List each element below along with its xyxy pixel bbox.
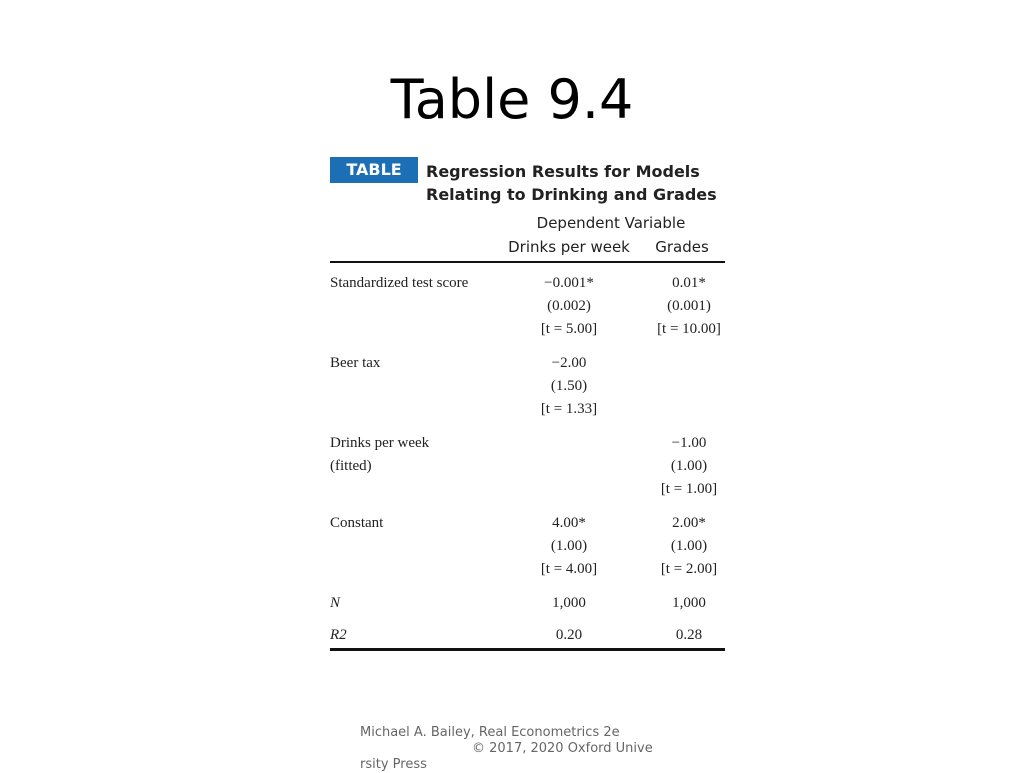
- table-caption: [426, 160, 726, 206]
- table-top-rule: [330, 261, 725, 263]
- footer-line-3: rsity Press: [360, 757, 427, 772]
- caption-line-1: Regression Results for Models: [426, 162, 700, 181]
- cell-drinks-t: [t = 1.33]: [540, 401, 598, 417]
- row-label-drinks-fitted-2: (fitted): [330, 458, 372, 474]
- cell-drinks-n: 1,000: [552, 595, 586, 611]
- cell-drinks-t: [t = 5.00]: [540, 321, 598, 337]
- row-label-n: N: [330, 595, 341, 611]
- cell-grades-n: 1,000: [672, 595, 706, 611]
- dependent-variable-label: Dependent Variable: [536, 214, 686, 232]
- caption-line-2: Relating to Drinking and Grades: [426, 185, 717, 204]
- cell-grades-se: (1.00): [670, 538, 708, 554]
- table-badge: TABLE 9.4: [330, 157, 418, 183]
- row-label-constant: Constant: [330, 515, 384, 531]
- row-label-drinks-fitted: Drinks per week: [330, 435, 430, 451]
- cell-grades-t: [t = 10.00]: [657, 321, 721, 337]
- cell-grades-coef: −1.00: [671, 435, 707, 451]
- cell-drinks-se: (0.002): [547, 298, 591, 314]
- row-label-beer-tax: Beer tax: [330, 355, 381, 371]
- cell-drinks-se: (1.00): [550, 538, 588, 554]
- cell-grades-se: (0.001): [667, 298, 711, 314]
- cell-drinks-coef: −0.001*: [544, 275, 594, 291]
- cell-grades-se: (1.00): [670, 458, 708, 474]
- column-header-grades: Grades: [655, 238, 709, 256]
- slide-footer: [360, 725, 680, 773]
- cell-grades-coef: 2.00*: [672, 515, 706, 531]
- table-bottom-rule: [330, 648, 725, 651]
- cell-grades-t: [t = 1.00]: [660, 481, 718, 497]
- column-header-drinks: Drinks per week: [508, 238, 630, 256]
- cell-drinks-coef: 4.00*: [552, 515, 586, 531]
- row-label-test-score: Standardized test score: [330, 275, 469, 291]
- slide-title: Table 9.4: [390, 68, 634, 131]
- cell-grades-t: [t = 2.00]: [660, 561, 718, 577]
- row-label-r-squared: R2: [330, 627, 347, 643]
- footer-line-2: © 2017, 2020 Oxford Unive: [472, 741, 653, 756]
- cell-drinks-t: [t = 4.00]: [540, 561, 598, 577]
- footer-line-1: Michael A. Bailey, Real Econometrics 2e: [360, 725, 620, 740]
- cell-drinks-se: (1.50): [550, 378, 588, 394]
- cell-drinks-coef: −2.00: [551, 355, 587, 371]
- cell-drinks-r2: 0.20: [555, 627, 583, 643]
- cell-grades-coef: 0.01*: [672, 275, 706, 291]
- cell-grades-r2: 0.28: [675, 627, 703, 643]
